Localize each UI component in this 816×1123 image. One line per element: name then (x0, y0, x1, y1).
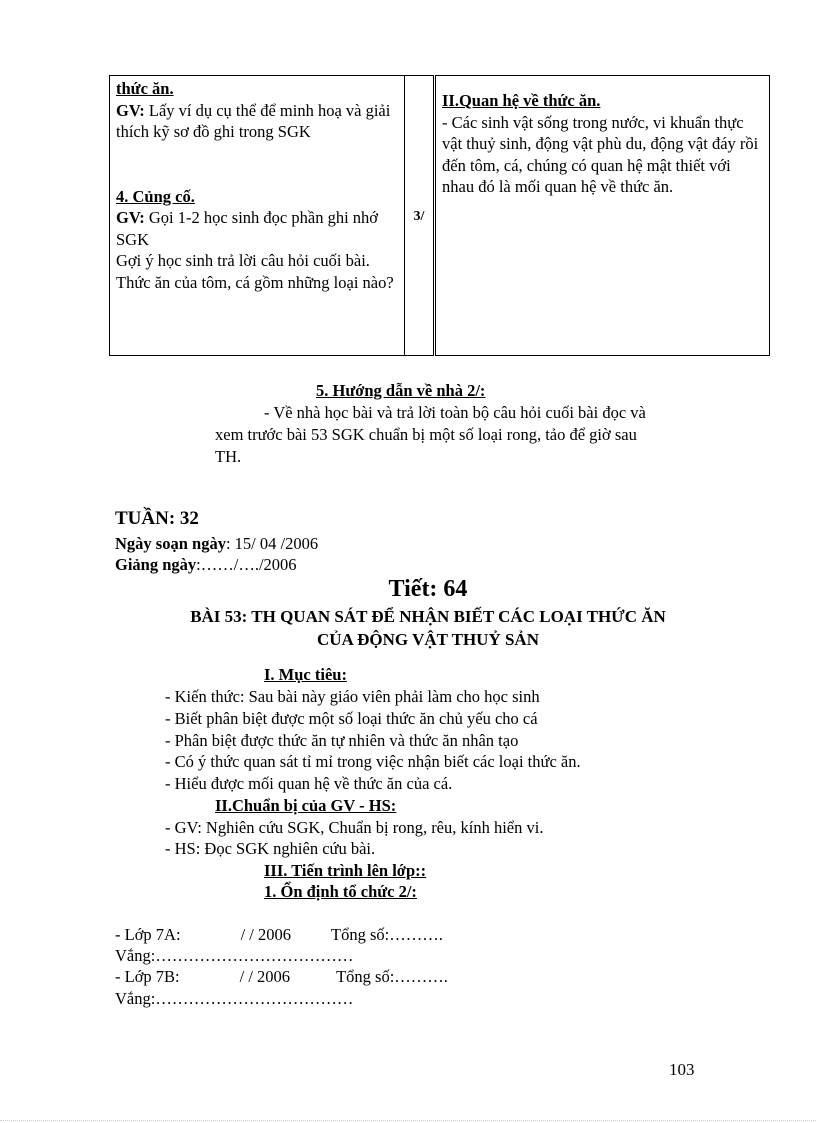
homework-line2: xem trước bài 53 SGK chuẩn bị một số loại rong, tảo để giờ sau (215, 425, 637, 444)
lesson-title-line1: BÀI 53: TH QUAN SÁT ĐỂ NHẬN BIẾT CÁC LOẠI THỨC ĂN (190, 607, 666, 626)
week-line: TUẦN: 32 (115, 508, 199, 529)
preparation-gv: - GV: Nghiên cứu SGK, Chuẩn bị rong, rêu, kính hiển vi. (165, 818, 544, 837)
objective-item: - Biết phân biệt được một số loại thức ăn chủ yếu cho cá (165, 709, 538, 728)
teach-date: Giảng ngày:……/…./2006 (115, 555, 297, 574)
activity-cell (110, 76, 405, 356)
lesson-title-line2: CỦA ĐỘNG VẬT THUỶ SẢN (317, 630, 539, 649)
content-cell (435, 76, 770, 356)
attendance-7b: - Lớp 7B: / / 2006 Tổng số:………. (115, 967, 448, 986)
homework-line1: - Về nhà học bài và trả lời toàn bộ câu hỏi cuối bài đọc và (264, 403, 646, 422)
preparation-hs: - HS: Đọc SGK nghiên cứu bài. (165, 839, 376, 858)
attendance-7a: - Lớp 7A: / / 2006 Tổng số:………. (115, 925, 443, 944)
time-cell (405, 76, 435, 356)
suggest-line: Gợi ý học sinh trả lời câu hỏi cuối bài. (116, 251, 370, 270)
prep-date: Ngày soạn ngày: 15/ 04 /2006 (115, 534, 319, 553)
objective-item: - Hiểu được mối quan hệ về thức ăn của cá. (165, 774, 453, 793)
consolidate-heading: 4. Củng cố. (116, 186, 195, 206)
objective-item: - Kiến thức: Sau bài này giáo viên phải làm cho học sinh (165, 687, 540, 706)
page-number: 103 (669, 1060, 695, 1079)
question-line: Thức ăn của tôm, cá gồm những loại nào? (116, 272, 394, 292)
period-title: Tiết: 64 (388, 576, 468, 602)
relation-body: - Các sinh vật sống trong nước, vi khuẩn thực vật thuỷ sinh, động vật phù du, động vật đáy rồi đến tôm, cá, chúng có quan hệ mật thiết với nhau đó là mối quan hệ về thức ăn. (442, 112, 759, 196)
lesson-table (109, 75, 770, 356)
gv2-paragraph: GV: Gọi 1-2 học sinh đọc phần ghi nhớ SGK (116, 208, 379, 249)
objective-item: - Có ý thức quan sát tỉ mỉ trong việc nhận biết các loại thức ăn. (165, 752, 581, 771)
relation-heading: II.Quan hệ về thức ăn. (442, 91, 601, 110)
objective-item: - Phân biệt được thức ăn tự nhiên và thức ăn nhân tạo (165, 731, 519, 750)
time-value: 3/ (413, 208, 425, 224)
page-bottom-rule (0, 1120, 816, 1121)
procedure-heading: III. Tiến trình lên lớp:: (264, 861, 427, 880)
homework-line3: TH. (215, 447, 242, 466)
left-heading-top: thức ăn. (116, 79, 174, 98)
preparation-heading: II.Chuẩn bị của GV - HS: (215, 796, 397, 815)
objectives-heading: I. Mục tiêu: (264, 665, 347, 684)
gv-paragraph: GV: Lấy ví dụ cụ thể để minh hoạ và giải thích kỹ sơ đồ ghi trong SGK (116, 100, 391, 141)
absent-7b: Vắng:……………………………… (115, 989, 354, 1008)
absent-7a: Vắng:……………………………… (115, 946, 354, 965)
homework-heading: 5. Hướng dẫn về nhà 2/: (316, 381, 486, 400)
procedure-step1: 1. Ổn định tổ chức 2/: (264, 882, 417, 901)
